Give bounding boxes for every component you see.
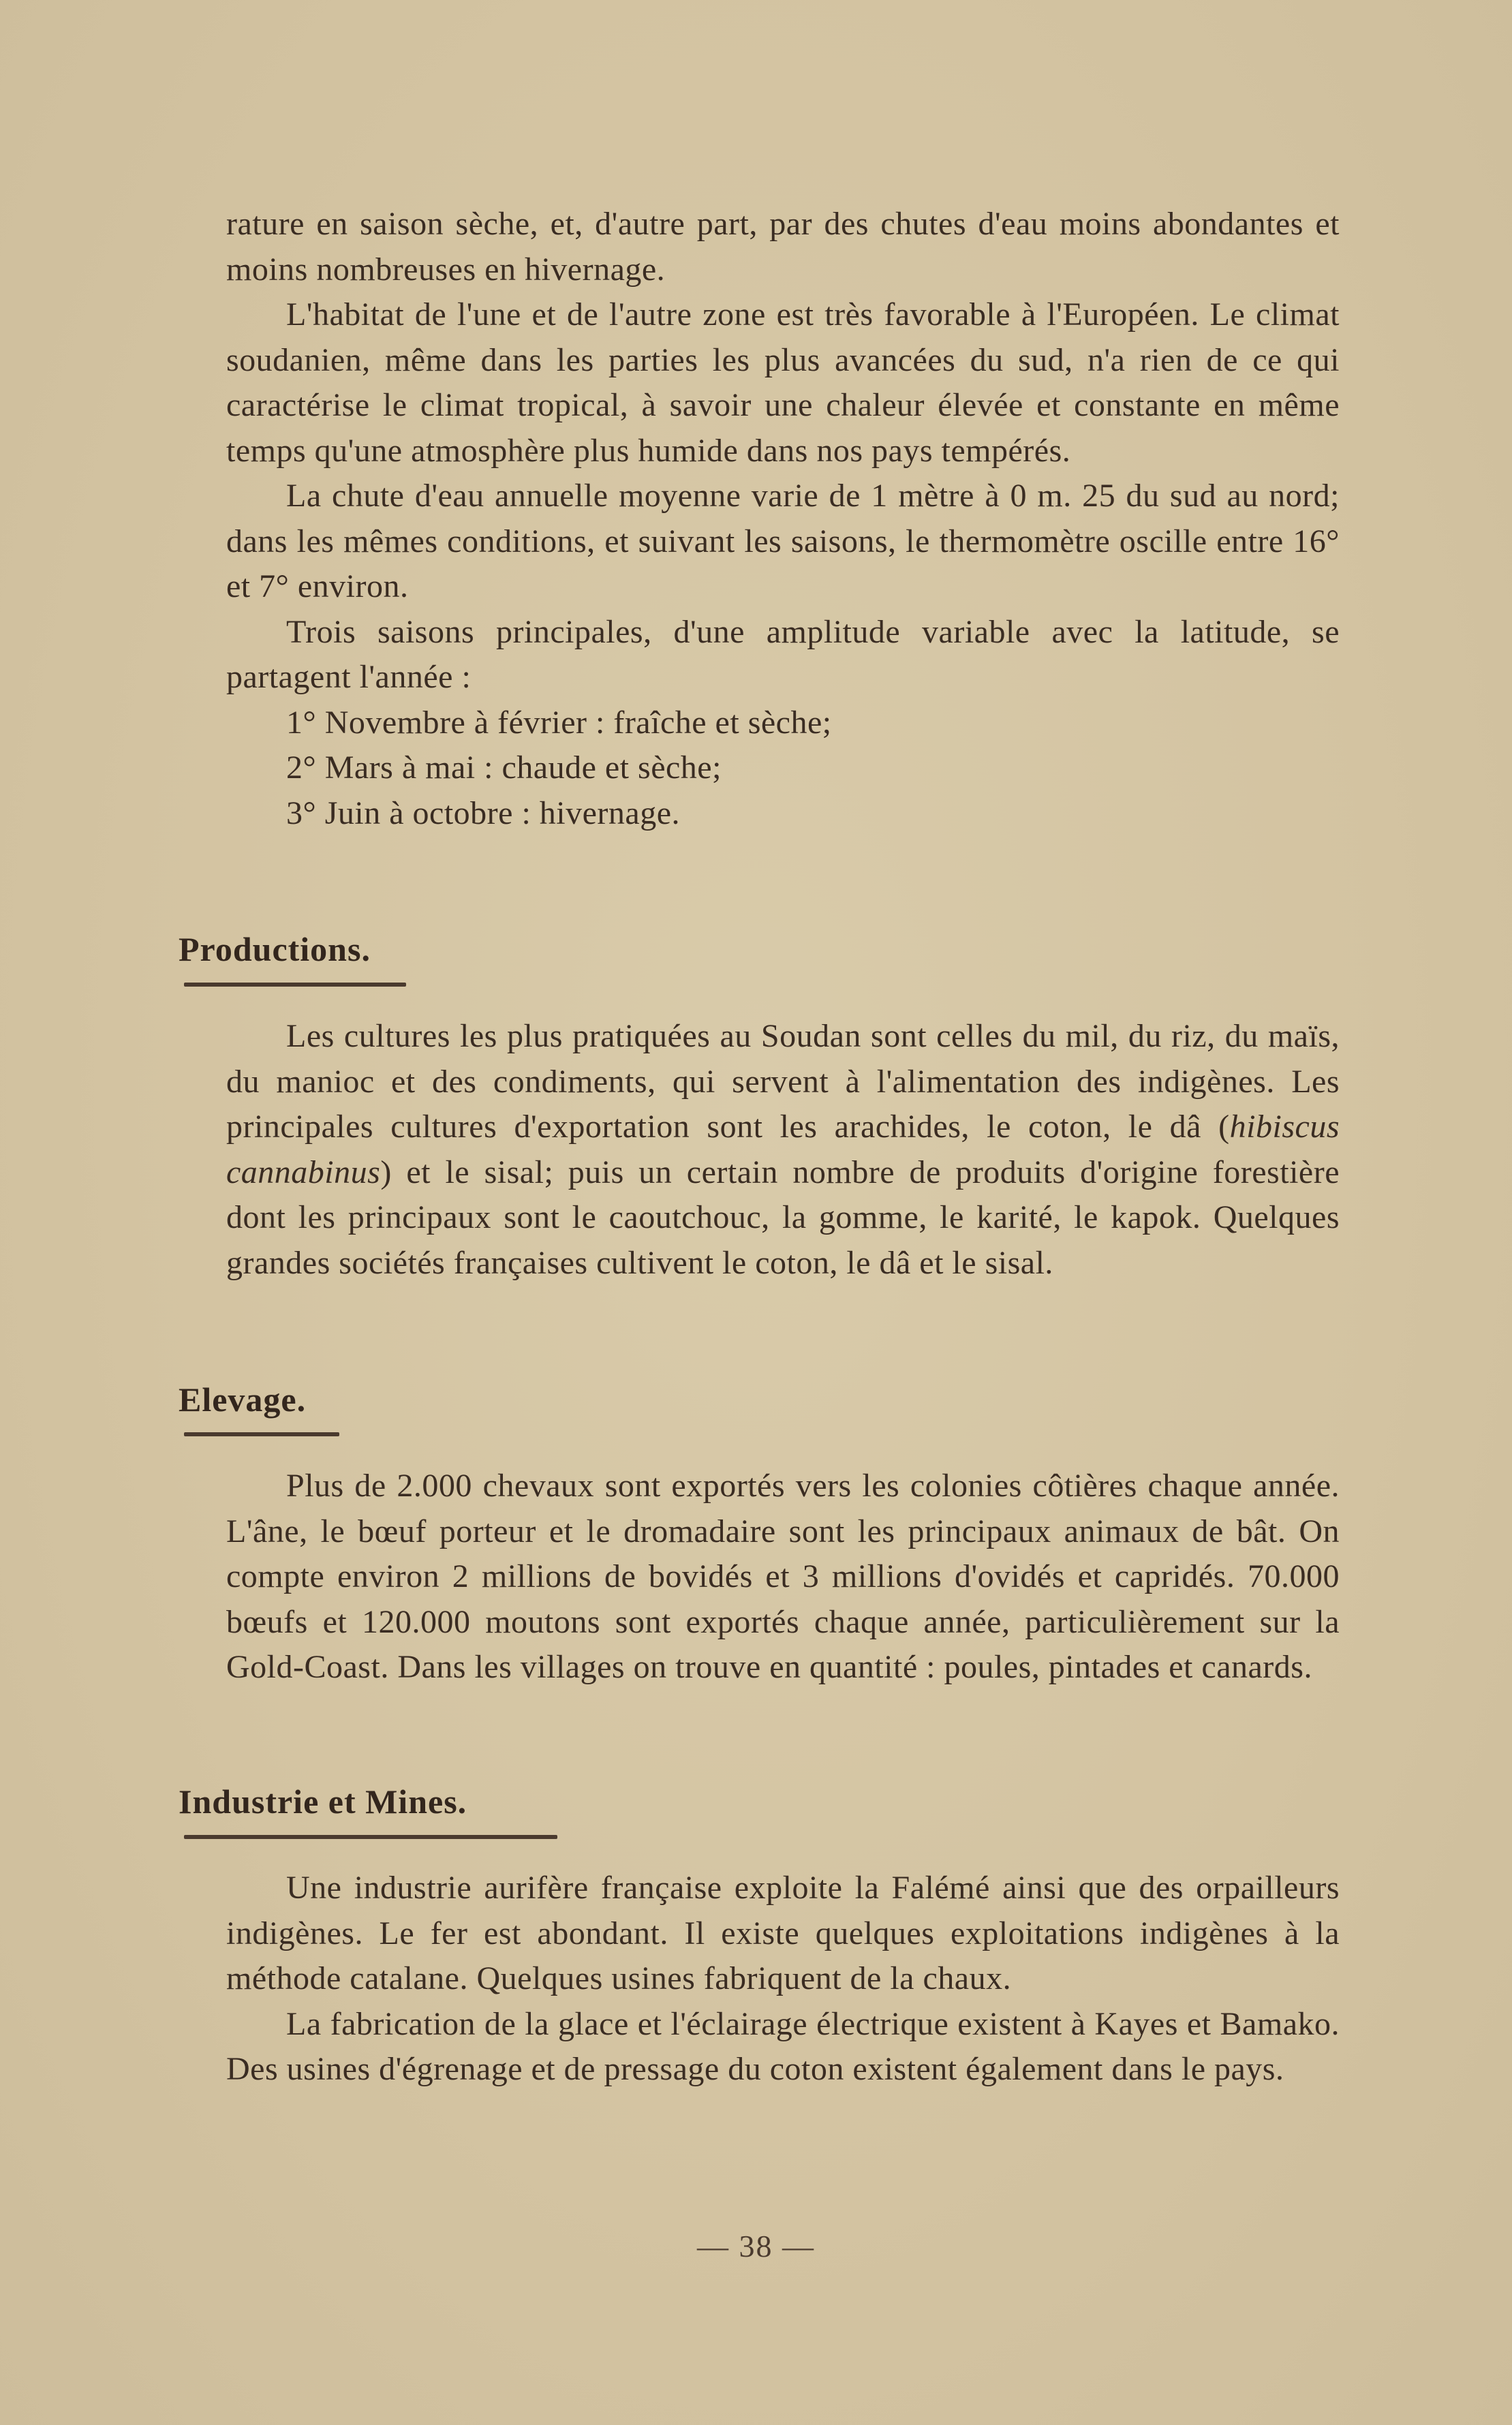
paragraph-industrie: Une industrie aurifère française exploite la Falémé ainsi que des orpailleurs indigènes. Le fer est abondant. Il existe quelques exploitations indigènes à la méthode catalane. Quelques usines fabriquent de la chaux. bbox=[226, 1870, 1340, 1996]
paragraph-elevage: Plus de 2.000 chevaux sont exportés vers les colonies côtières chaque année. L'âne, le bœuf porteur et le dromadaire sont les principaux animaux de bât. On compte environ 2 millions de bovidés et 3 millions d'ovidés et capridés. 70.000 bœufs et 120.000 moutons sont exportés chaque année, particulièrement sur la Gold-Coast. Dans les villages on trouve en quantité : poules, pintades et canards. bbox=[226, 1468, 1340, 1685]
heading-industrie-mines: Industrie et Mines. bbox=[179, 1782, 467, 1821]
climate-section bbox=[226, 202, 1340, 836]
season-item: 1° Novembre à février : fraîche et sèche; bbox=[286, 704, 832, 741]
scientific-name: hibiscus cannabinus bbox=[226, 1109, 1340, 1190]
heading-underline bbox=[184, 1835, 557, 1839]
heading-underline bbox=[184, 1432, 339, 1436]
paragraph-habitat: L'habitat de l'une et de l'autre zone est très favorable à l'Européen. Le climat soudanien, même dans les parties les plus avancées du sud, n'a rien de ce qui caractérise le climat tropical, à savoir une chaleur élevée et constante en même temps qu'une atmosphère plus humide dans nos pays tempérés. bbox=[226, 296, 1340, 469]
paragraph-fabrication: La fabrication de la glace et l'éclairage électrique existent à Kayes et Bamako. Des usines d'égrenage et de pressage du coton existent également dans le pays. bbox=[226, 2005, 1340, 2087]
heading-elevage: Elevage. bbox=[179, 1380, 307, 1419]
heading-underline bbox=[184, 983, 406, 987]
paragraph-rainfall: La chute d'eau annuelle moyenne varie de 1 mètre à 0 m. 25 du sud au nord; dans les mêmes conditions, et suivant les saisons, le thermomètre oscille entre 16° et 7° environ. bbox=[226, 478, 1340, 604]
season-item: 2° Mars à mai : chaude et sèche; bbox=[286, 750, 722, 786]
heading-productions: Productions. bbox=[179, 930, 371, 968]
season-item: 3° Juin à octobre : hivernage. bbox=[286, 794, 681, 831]
paragraph-continuation: rature en saison sèche, et, d'autre part, par des chutes d'eau moins abondantes et moins nombreuses en hivernage. bbox=[226, 206, 1340, 288]
productions-section bbox=[226, 1014, 1340, 1286]
page-number: — 38 — bbox=[697, 2229, 815, 2264]
paragraph-productions: Les cultures les plus pratiquées au Soudan sont celles du mil, du riz, du maïs, du manioc et des condiments, qui servent à l'alimentation des indigènes. Les principales cultures d'exportation sont les arachides, le coton, le dâ (hibiscus cannabinus) et le sisal; puis un certain nombre de produits d'origine forestière dont les principaux sont le caoutchouc, la gomme, le karité, le kapok. Quelques grandes sociétés françaises cultivent le coton, le dâ et le sisal. bbox=[226, 1018, 1340, 1281]
industrie-section bbox=[226, 1866, 1340, 2092]
elevage-section bbox=[226, 1464, 1340, 1690]
paragraph-seasons-intro: Trois saisons principales, d'une amplitude variable avec la latitude, se partagent l'année : bbox=[226, 613, 1340, 695]
